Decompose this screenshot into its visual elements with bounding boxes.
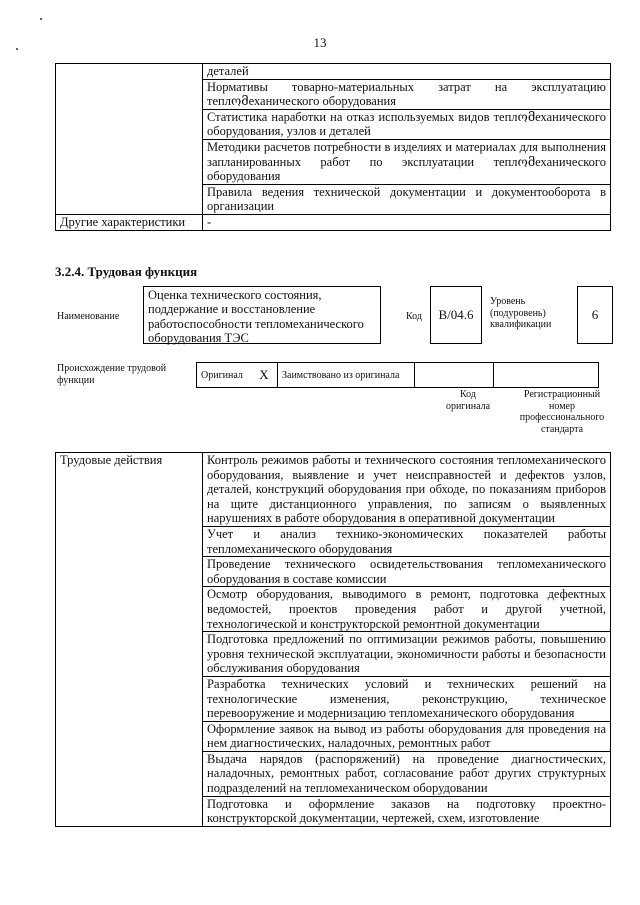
table-row: Методики расчетов потребности в изделиях и материалах для выполнения запланированных работ по эксплуатации теплომеханического оборудования <box>203 139 611 184</box>
table-row: Оформление заявок на вывод из работы оборудования для проведения на нем диагностических, наладочных, ремонтных работ <box>203 721 611 751</box>
function-level: 6 <box>577 286 613 344</box>
other-characteristics-label: Другие характеристики <box>56 214 203 230</box>
original-code-cell <box>415 363 494 388</box>
original-mark: X <box>251 363 278 388</box>
section-title: 3.2.4. Трудовая функция <box>55 264 198 279</box>
labor-actions-label: Трудовые действия <box>56 453 203 827</box>
table-row: Нормативы товарно-материальных затрат на эксплуатацию теплომеханического оборудования <box>203 79 611 109</box>
table-row: Осмотр оборудования, выводимого в ремонт, подготовка дефектных ведомостей, проектов проведения работ и другой учетной, технологической и конструкторской ремонтной документации <box>203 587 611 632</box>
original-label: Оригинал <box>197 363 252 388</box>
table-row: деталей <box>203 64 611 80</box>
other-characteristics-value: - <box>203 214 611 230</box>
code-caption: Код оригинала <box>445 389 491 412</box>
table-row: Правила ведения технической документации и документооборота в организации <box>203 184 611 214</box>
table-row: Проведение технического освидетельствования тепломеханического оборудования в составе комиссии <box>203 557 611 587</box>
knowledge-table <box>55 63 611 231</box>
table-row: Выдача нарядов (распоряжений) на проведение диагностических, наладочных, ремонтных работ, согласование работ других структурных подразделений на тепломеханическом оборудовании <box>203 751 611 796</box>
table-row: Подготовка предложений по оптимизации режимов работы, повышению уровня технической эксплуатации, экономичности работы и безопасности обслуживания оборудования <box>203 632 611 677</box>
table-row: Статистика наработки на отказ используемых видов теплომеханического оборудования, узлов и деталей <box>203 109 611 139</box>
level-label: Уровень (подуровень) квалификации <box>490 296 552 330</box>
origin-label: Происхождение трудовой функции <box>57 363 167 386</box>
function-code: В/04.6 <box>430 286 482 344</box>
code-label: Код <box>406 311 422 322</box>
borrowed-label: Заимствовано из оригинала <box>278 363 415 388</box>
registration-caption: Регистрационный номер профессионального стандарта <box>519 389 605 435</box>
table-cell-empty <box>56 64 203 215</box>
page-number: 13 <box>313 35 327 50</box>
labor-actions-table <box>55 452 611 827</box>
name-label: Наименование <box>57 311 120 322</box>
table-row: Контроль режимов работы и технического состояния тепломеханического оборудования, выявление и учет неисправностей и дефектов узлов, деталей, конструкций оборудования при обходе, по показаниям приборов на щите дистанционного управления, по записям о выявленных нарушениях в работе оборудования в оперативной документации <box>203 453 611 527</box>
table-row: Подготовка и оформление заказов на подготовку проектно-конструкторской документации, чертежей, схем, изготовление <box>203 796 611 826</box>
origin-table <box>196 362 599 388</box>
function-name: Оценка технического состояния, поддержание и восстановление работоспособности тепломеханического оборудования ТЭС <box>143 286 381 344</box>
table-row: Разработка технических условий и технических решений на технологические изменения, реконструкцию, техническое перевооружение и модернизацию тепломеханического оборудования <box>203 676 611 721</box>
table-row: Учет и анализ технико-экономических показателей работы тепломеханического оборудования <box>203 526 611 556</box>
registration-number-cell <box>494 363 599 388</box>
scan-dot <box>40 18 42 20</box>
